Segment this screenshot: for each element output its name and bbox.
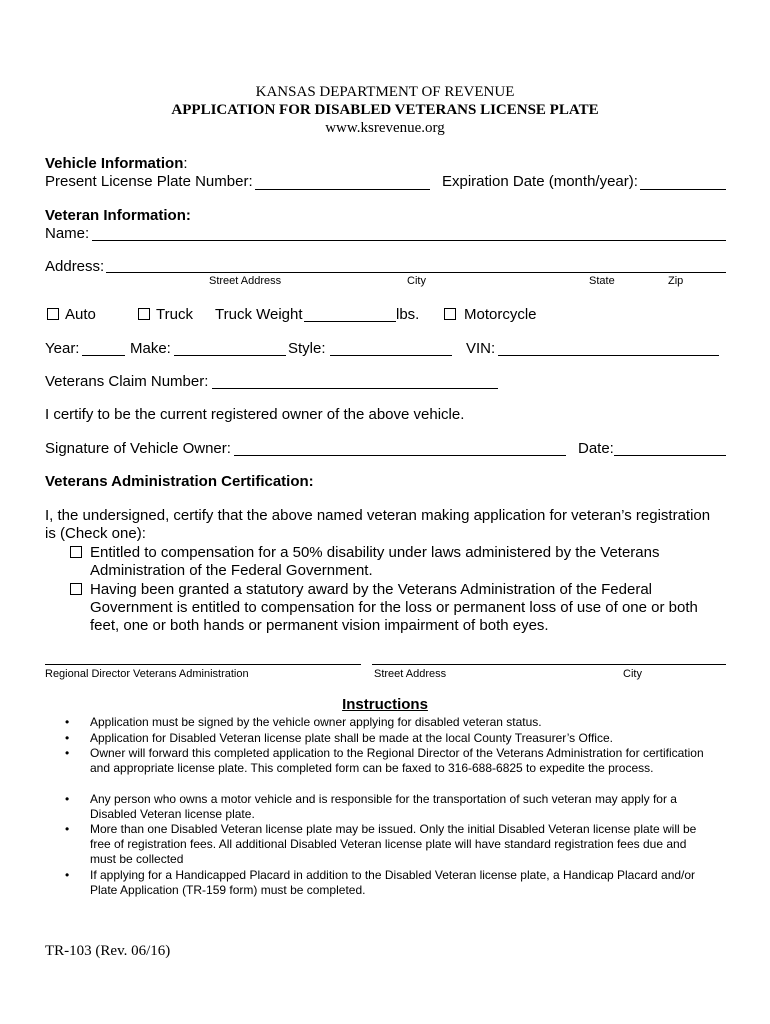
zip-caption: Zip <box>668 275 684 287</box>
vin-label: VIN: <box>466 340 496 357</box>
instruction-item: Owner will forward this completed application to the Regional Director of the Veterans Administration for certification and appropriate license plate. This completed form can be faxed to 316-688-6825 to expedite the process. <box>90 746 704 775</box>
motorcycle-checkbox[interactable] <box>444 308 456 320</box>
state-caption: State <box>589 275 615 287</box>
option-disability-checkbox[interactable] <box>70 546 82 558</box>
instruction-item: Any person who owns a motor vehicle and is responsible for the transportation of such veteran may apply for a Disabled Veteran license plate. <box>90 792 677 821</box>
instruction-item: More than one Disabled Veteran license plate may be issued. Only the initial Disabled Veteran license plate will be free of registration fees. All additional Disabled Veteran license plate will have standard registration fees due and must be collected <box>90 822 697 866</box>
vehicle-info-heading: Vehicle Information: <box>45 155 188 172</box>
plate-number-field[interactable] <box>255 189 430 190</box>
claim-number-field[interactable] <box>212 388 498 389</box>
lbs-label: lbs. <box>396 306 420 323</box>
truck-checkbox[interactable] <box>138 308 150 320</box>
form-title: APPLICATION FOR DISABLED VETERANS LICENSE PLATE <box>171 102 599 118</box>
owner-signature-field[interactable] <box>234 455 566 456</box>
bullet-icon: • <box>65 731 70 745</box>
truck-weight-field[interactable] <box>304 321 396 322</box>
name-field[interactable] <box>92 240 726 241</box>
address-field[interactable] <box>106 272 726 273</box>
plate-number-label: Present License Plate Number: <box>45 173 253 190</box>
va-certification-intro: I, the undersigned, certify that the above named veteran making application for veteran’s registration is (Check one): <box>45 507 711 542</box>
instruction-item: Application for Disabled Veteran license plate shall be made at the local County Treasurer’s Office. <box>90 731 613 745</box>
regional-director-caption: Regional Director Veterans Administration <box>45 668 249 680</box>
va-certification-heading: Veterans Administration Certification: <box>45 473 314 490</box>
regional-director-signature-field[interactable] <box>45 664 361 665</box>
auto-label: Auto <box>65 306 96 323</box>
auto-checkbox[interactable] <box>47 308 59 320</box>
year-field[interactable] <box>82 355 125 356</box>
address-label: Address: <box>45 258 105 275</box>
option-statutory-award-text: Having been granted a statutory award by the Veterans Administration of the Federal Government is entitled to compensation for the loss or permanent loss of use of one or both feet, one or both hands or permanent vision impairment of both eyes. <box>90 581 698 634</box>
owner-signature-label: Signature of Vehicle Owner: <box>45 440 231 457</box>
option-disability-text: Entitled to compensation for a 50% disability under laws administered by the Veterans Administration of the Federal Government. <box>90 544 660 579</box>
director-city-caption: City <box>623 668 642 680</box>
expiration-date-label: Expiration Date (month/year): <box>442 173 638 190</box>
motorcycle-label: Motorcycle <box>464 306 537 323</box>
director-address-field[interactable] <box>372 664 726 665</box>
year-label: Year: <box>45 340 80 357</box>
make-label: Make: <box>130 340 171 357</box>
date-field[interactable] <box>614 455 726 456</box>
instruction-item: If applying for a Handicapped Placard in addition to the Disabled Veteran license plate, a Handicap Placard and/or Plate Application (TR-159 form) must be completed. <box>90 868 696 897</box>
instructions-heading: Instructions <box>342 696 428 713</box>
style-label: Style: <box>288 340 326 357</box>
bullet-icon: • <box>65 746 70 760</box>
truck-label: Truck <box>156 306 193 323</box>
website: www.ksrevenue.org <box>325 120 445 136</box>
director-street-caption: Street Address <box>374 668 447 680</box>
truck-weight-label: Truck Weight <box>215 306 303 323</box>
owner-certification-text: I certify to be the current registered owner of the above vehicle. <box>45 406 465 423</box>
date-label: Date: <box>578 440 614 457</box>
make-field[interactable] <box>174 355 286 356</box>
claim-number-label: Veterans Claim Number: <box>45 373 209 390</box>
style-field[interactable] <box>330 355 452 356</box>
city-caption: City <box>407 275 426 287</box>
instruction-item: Application must be signed by the vehicle owner applying for disabled veteran status. <box>90 715 542 729</box>
vin-field[interactable] <box>498 355 719 356</box>
expiration-date-field[interactable] <box>640 189 726 190</box>
street-address-caption: Street Address <box>209 275 282 287</box>
bullet-icon: • <box>65 715 70 729</box>
bullet-icon: • <box>65 792 70 806</box>
option-statutory-award-checkbox[interactable] <box>70 583 82 595</box>
form-number: TR-103 (Rev. 06/16) <box>45 943 171 959</box>
bullet-icon: • <box>65 822 70 836</box>
bullet-icon: • <box>65 868 70 882</box>
agency-name: KANSAS DEPARTMENT OF REVENUE <box>255 84 515 100</box>
veteran-info-heading: Veteran Information: <box>45 207 191 224</box>
name-label: Name: <box>45 225 90 242</box>
